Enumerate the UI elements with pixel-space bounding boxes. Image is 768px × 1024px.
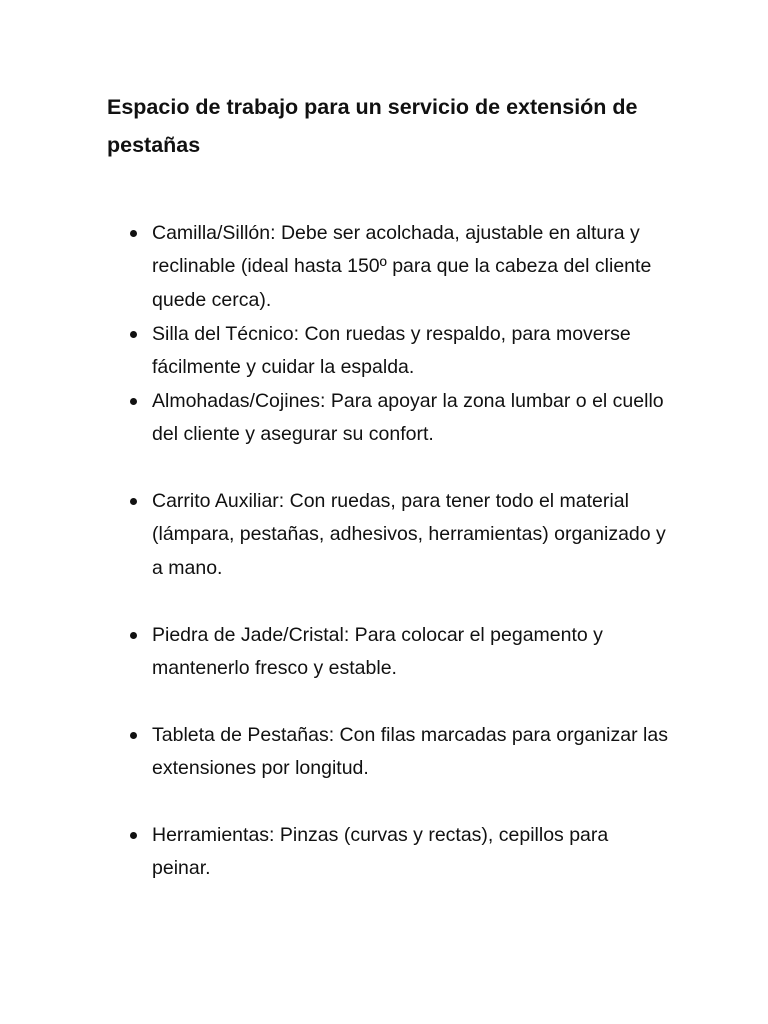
- list-item-text: Carrito Auxiliar: Con ruedas, para tener todo el material (lámpara, pestañas, adhesivos, herramientas) organizado y a mano.: [152, 490, 666, 579]
- bullet-icon: [130, 498, 137, 505]
- list-item-text: Herramientas: Pinzas (curvas y rectas), cepillos para peinar.: [152, 824, 609, 880]
- list-item-text: Camilla/Sillón: Debe ser acolchada, ajustable en altura y reclinable (ideal hasta 150º para que la cabeza del cliente quede cerca).: [152, 222, 652, 311]
- list-item-text: Silla del Técnico: Con ruedas y respaldo, para moverse fácilmente y cuidar la espalda.: [152, 323, 631, 379]
- list-item: [130, 819, 670, 886]
- bullet-icon: [130, 398, 137, 405]
- bullet-icon: [130, 331, 137, 338]
- list-item: [130, 385, 670, 452]
- bullet-icon: [130, 832, 137, 839]
- list-item: [130, 719, 670, 786]
- list-item-text: Tableta de Pestañas: Con filas marcadas para organizar las extensiones por longitud.: [152, 724, 668, 780]
- bullet-icon: [130, 632, 137, 639]
- list-item: [130, 619, 670, 686]
- list-item: [130, 485, 670, 585]
- list-item: [130, 217, 670, 317]
- list-item: [130, 318, 670, 385]
- document-title: Espacio de trabajo para un servicio de extensión de pestañas: [107, 95, 638, 157]
- list-item-text: Almohadas/Cojines: Para apoyar la zona lumbar o el cuello del cliente y asegurar su confort.: [152, 390, 664, 446]
- bullet-icon: [130, 732, 137, 739]
- list-item-text: Piedra de Jade/Cristal: Para colocar el pegamento y mantenerlo fresco y estable.: [152, 624, 603, 680]
- bullet-icon: [130, 230, 137, 237]
